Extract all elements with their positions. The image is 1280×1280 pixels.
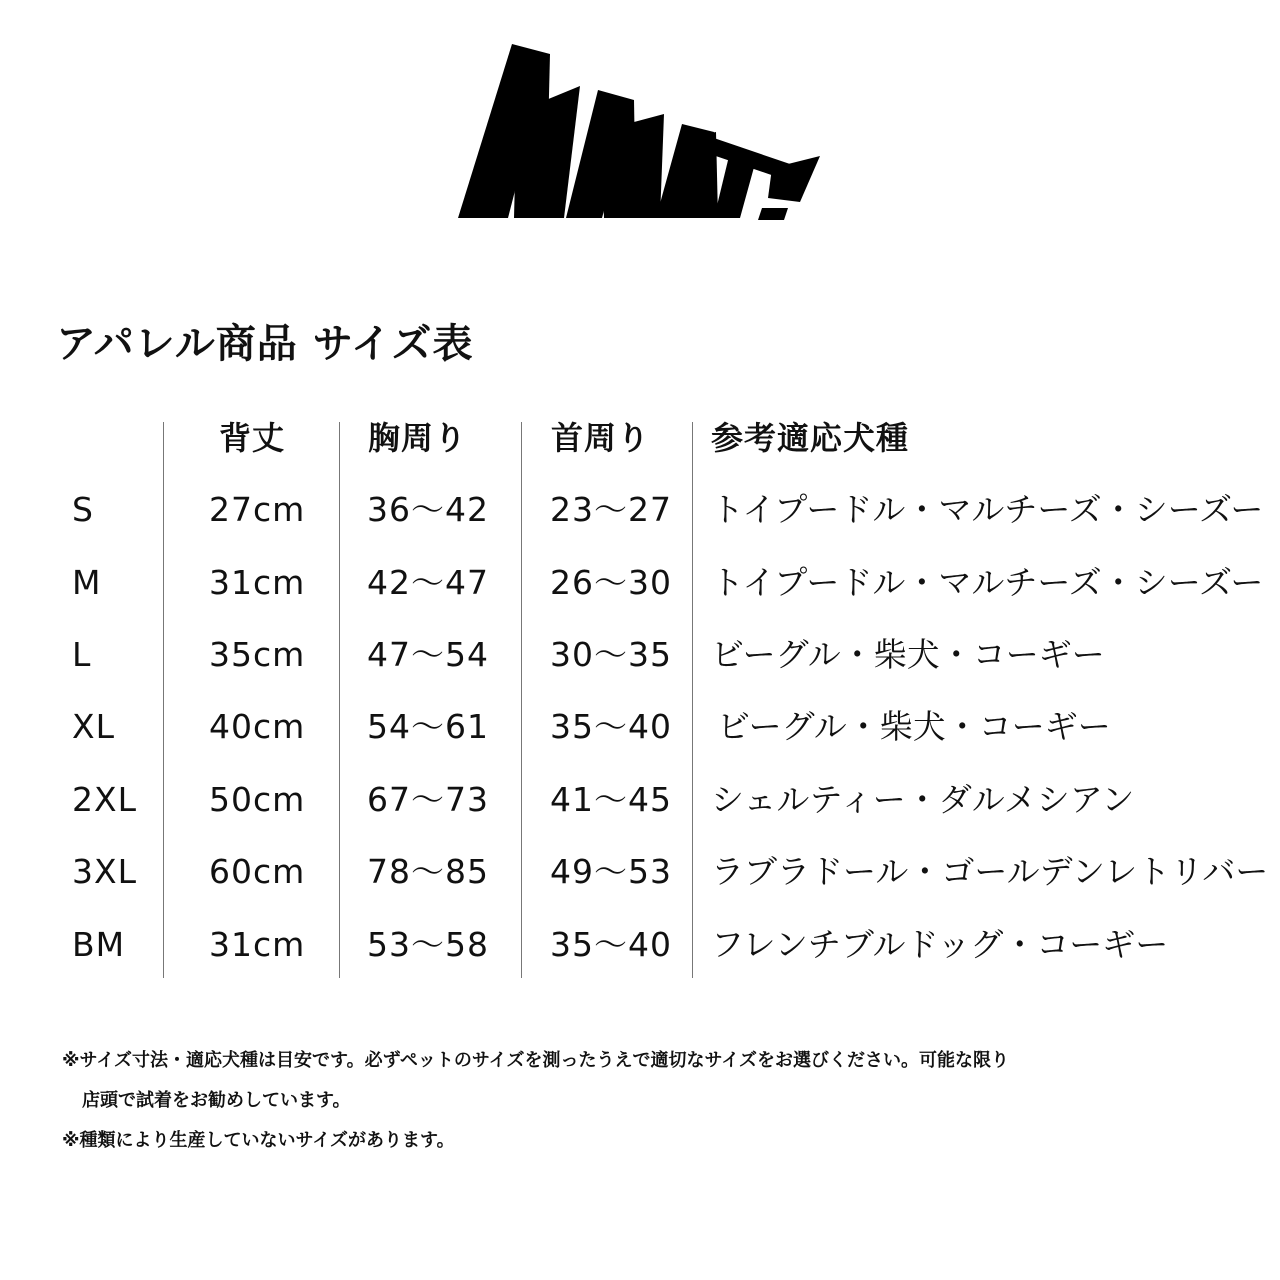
chest-value: 47〜54: [367, 635, 489, 674]
back-length-value: 31cm: [209, 925, 306, 964]
chest-value: 54〜61: [367, 707, 489, 746]
size-label: BM: [72, 925, 126, 964]
breed-value: トイプードル・マルチーズ・シーズー: [711, 490, 1264, 529]
back-length-value: 35cm: [209, 635, 306, 674]
neck-value: 23〜27: [550, 490, 672, 529]
back-length-value: 40cm: [209, 707, 306, 746]
breed-value: ラブラドール・ゴールデンレトリバー: [711, 852, 1269, 891]
size-label: XL: [72, 707, 115, 746]
header-chest: 胸周り: [368, 419, 468, 457]
chest-value: 53〜58: [367, 925, 489, 964]
breed-value: フレンチブルドッグ・コーギー: [711, 925, 1169, 964]
neck-value: 41〜45: [550, 780, 672, 819]
column-divider: [339, 422, 340, 978]
breed-value: ビーグル・柴犬・コーギー: [717, 707, 1111, 746]
back-length-value: 31cm: [209, 563, 306, 602]
neck-value: 35〜40: [550, 925, 672, 964]
back-length-value: 27cm: [209, 490, 306, 529]
neck-value: 49〜53: [550, 852, 672, 891]
column-divider: [692, 422, 693, 978]
header-breed: 参考適応犬種: [711, 419, 910, 457]
size-label: 3XL: [72, 852, 137, 891]
chest-value: 78〜85: [367, 852, 489, 891]
back-length-value: 60cm: [209, 852, 306, 891]
size-label: L: [72, 635, 92, 674]
column-divider: [163, 422, 164, 978]
size-label: S: [72, 490, 94, 529]
chest-value: 36〜42: [367, 490, 489, 529]
neck-value: 26〜30: [550, 563, 672, 602]
size-label: M: [72, 563, 102, 602]
breed-value: ビーグル・柴犬・コーギー: [711, 635, 1105, 674]
note-line-3: ※種類により生産していないサイズがあります。: [62, 1130, 455, 1151]
neck-value: 35〜40: [550, 707, 672, 746]
neck-value: 30〜35: [550, 635, 672, 674]
breed-value: トイプードル・マルチーズ・シーズー: [711, 563, 1264, 602]
column-divider: [521, 422, 522, 978]
header-neck: 首周り: [551, 419, 651, 457]
chest-value: 67〜73: [367, 780, 489, 819]
header-back-length: 背丈: [219, 419, 286, 457]
page-title: アパレル商品 サイズ表: [56, 321, 474, 367]
note-line-1: ※サイズ寸法・適応犬種は目安です。必ずペットのサイズを測ったうえで適切なサイズをお選びください。可能な限り: [62, 1050, 1010, 1071]
breed-value: シェルティー・ダルメシアン: [711, 780, 1135, 819]
size-label: 2XL: [72, 780, 137, 819]
back-length-value: 50cm: [209, 780, 306, 819]
note-line-2: 店頭で試着をお勧めしています。: [82, 1090, 351, 1111]
chest-value: 42〜47: [367, 563, 489, 602]
